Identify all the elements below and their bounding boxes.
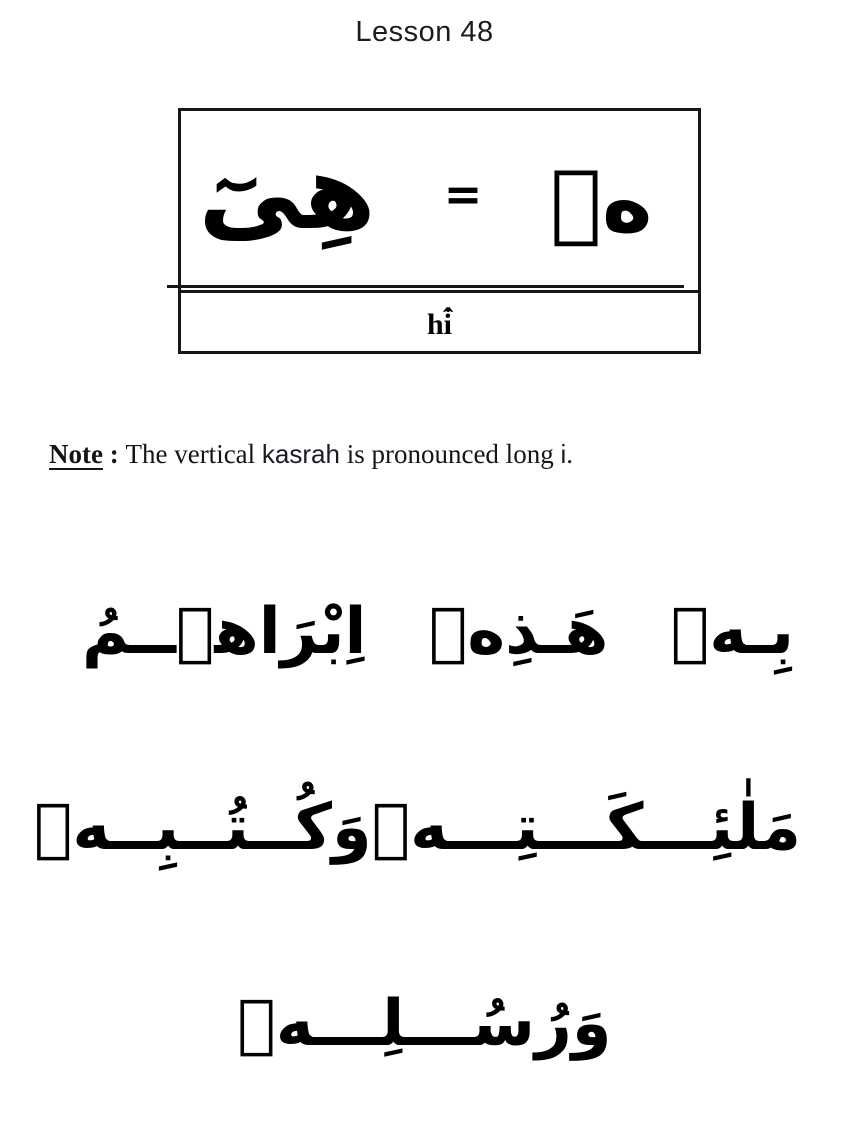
arabic-word-hadhihi: هَـذِهٖ	[428, 595, 609, 669]
note-term-i: i	[560, 439, 567, 469]
note-colon: :	[102, 439, 126, 469]
practice-row-1	[0, 534, 849, 730]
practice-row-3	[0, 926, 849, 1122]
pronunciation-text: hi̇̂	[426, 308, 453, 341]
note-term-kasrah: kasrah	[261, 439, 340, 469]
note-text-2: is pronounced long	[339, 439, 561, 469]
arabic-word-bihi: بِـهٖ	[670, 595, 794, 669]
arabic-word-wakutubihi: وَكُــتُــبِــهٖ	[33, 791, 372, 865]
arabic-heh-vertical-kasrah: هٖ	[550, 152, 653, 252]
equals-sign: =	[443, 167, 483, 221]
note-text-1: The vertical	[125, 439, 262, 469]
pronunciation-cell	[181, 290, 698, 351]
practice-row-2	[0, 730, 849, 926]
note-line	[22, 400, 849, 508]
equation-card	[178, 108, 701, 354]
note-label: Note	[49, 439, 103, 469]
page-title: Lesson 48	[355, 16, 494, 48]
arabic-word-malaikatihi: مَلٰئِـــكَـــتِـــهٖ	[371, 791, 801, 865]
equation-row	[167, 111, 684, 288]
arabic-result-word: هِىٓ	[198, 131, 376, 253]
arabic-word-warusulihi: وَرُسُـــلِـــهٖ	[237, 987, 612, 1061]
practice-section	[0, 534, 849, 1122]
note-period: .	[566, 439, 573, 469]
arabic-word-ibrahimu: اِبْرَاهٖــمُ	[82, 595, 367, 669]
